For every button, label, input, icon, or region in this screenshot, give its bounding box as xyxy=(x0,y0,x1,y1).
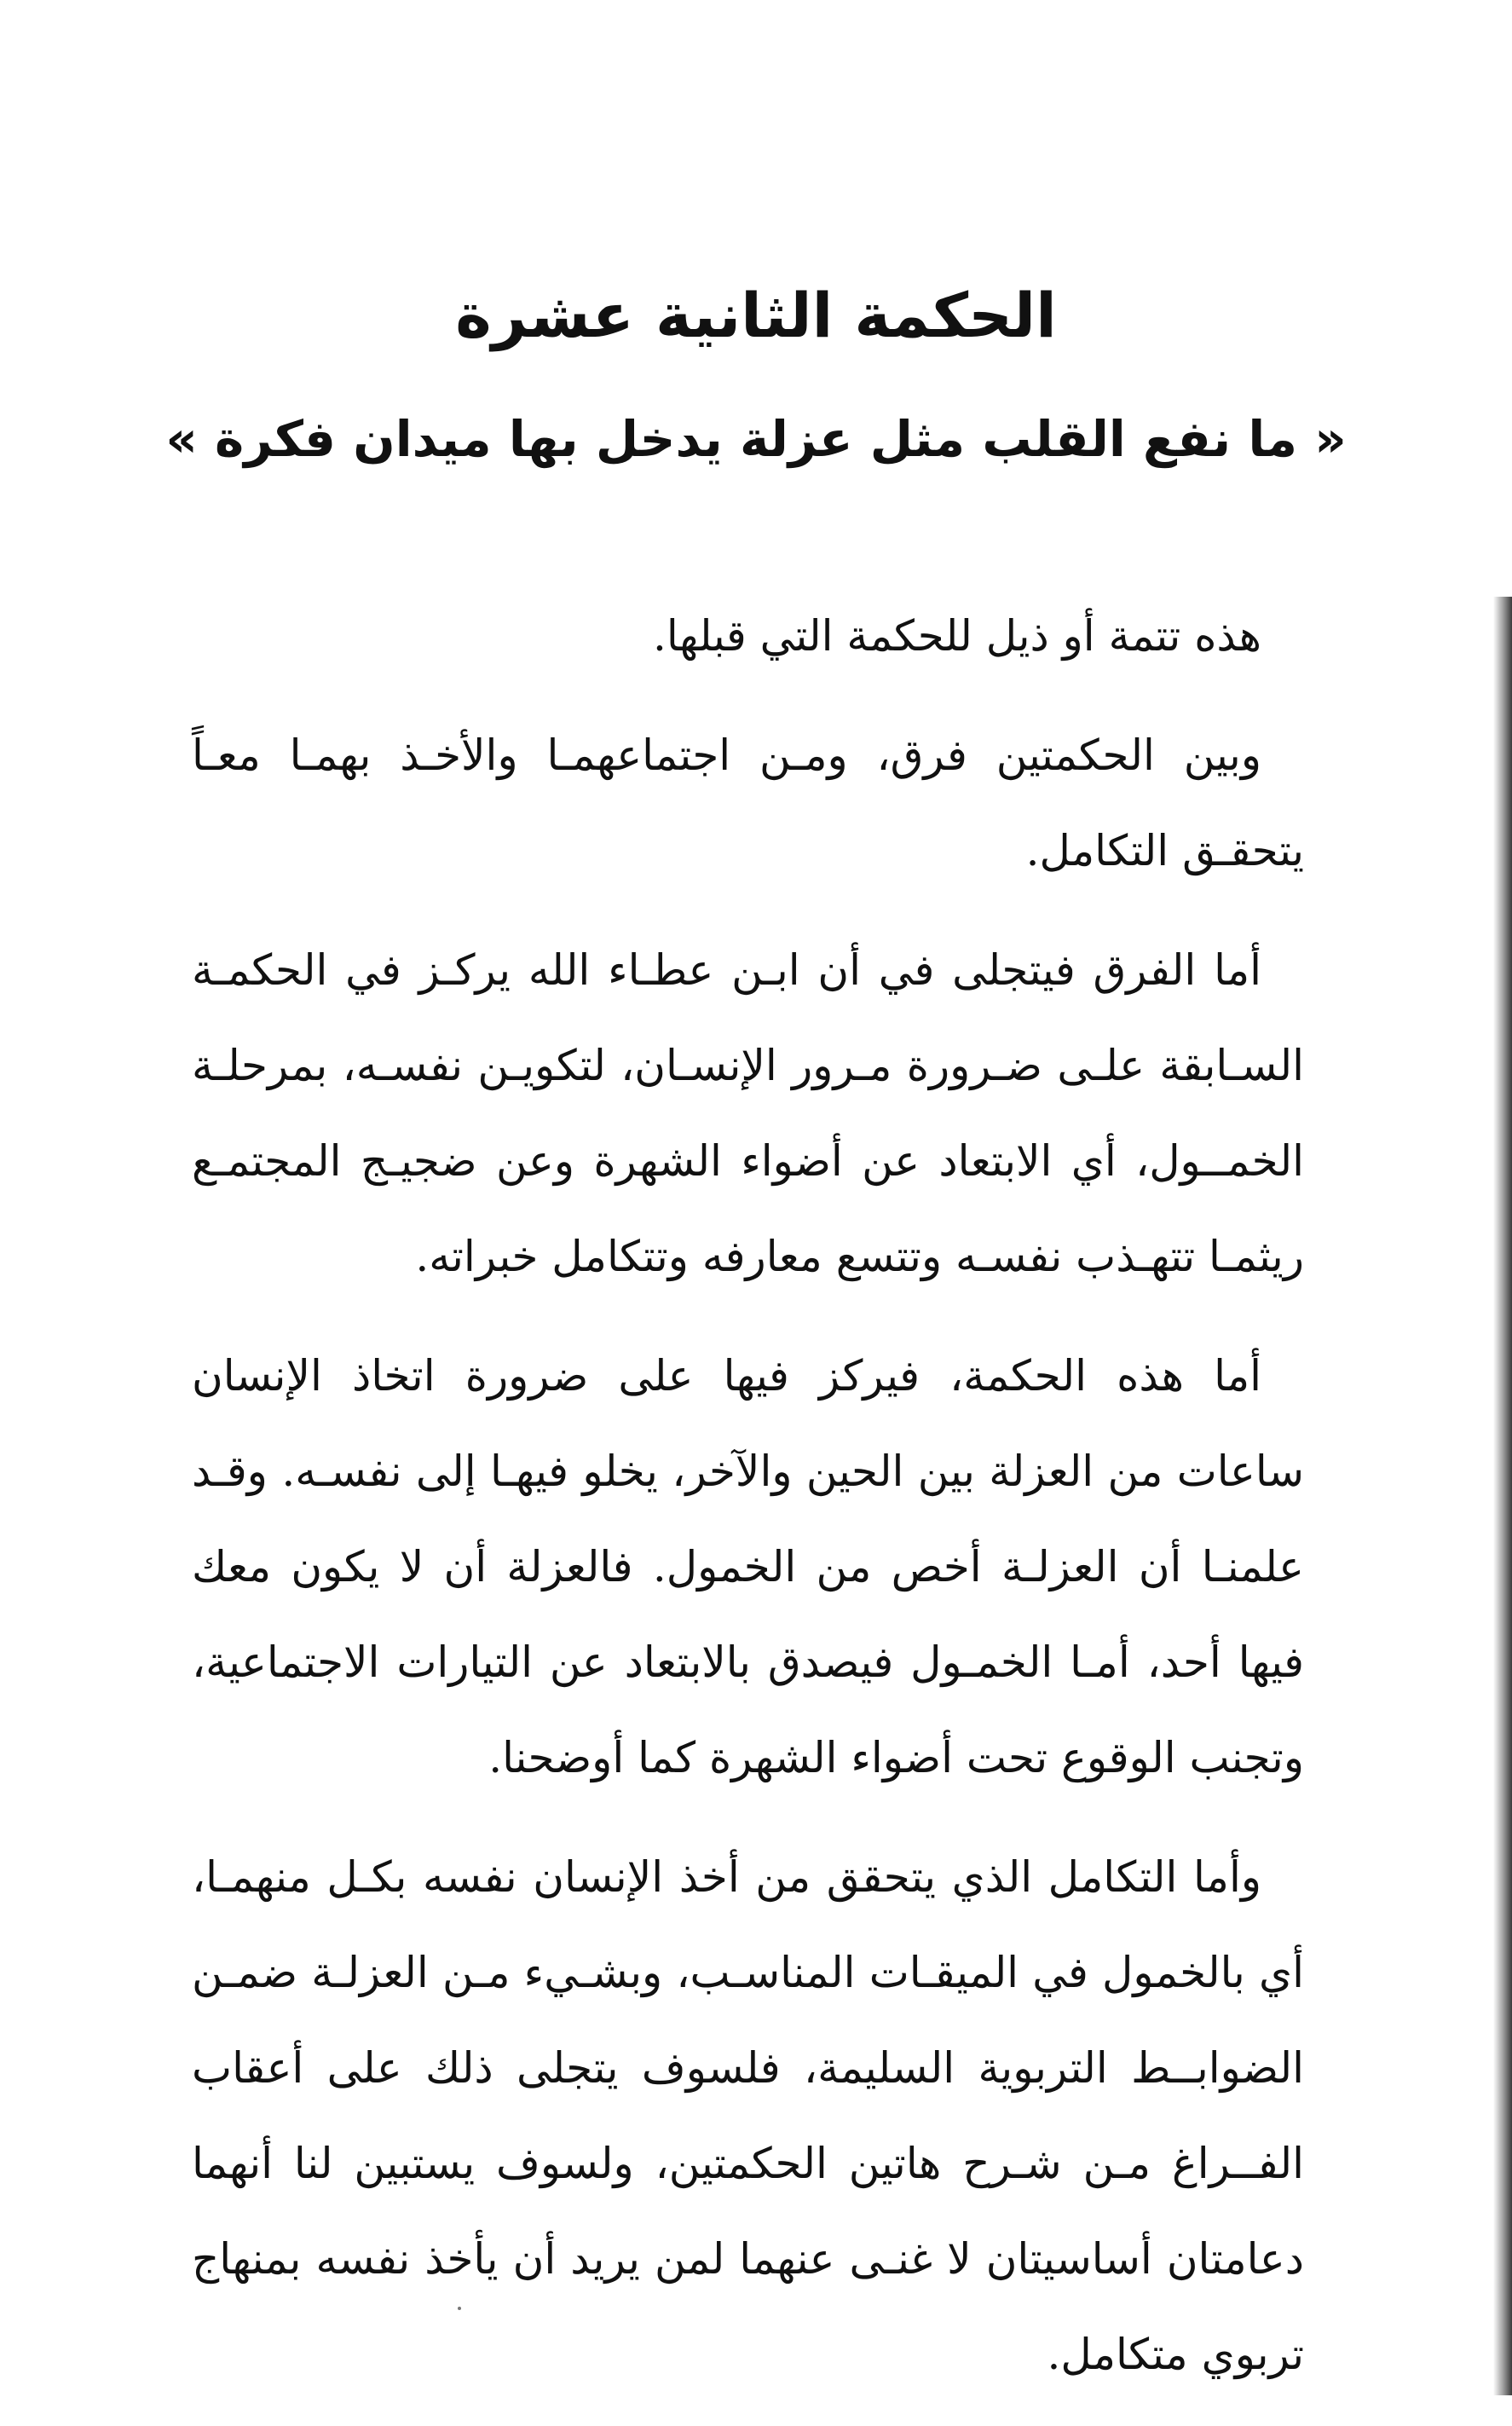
paragraph-1: هذه تتمة أو ذيل للحكمة التي قبلها. xyxy=(653,611,1261,661)
chapter-title: الحكمة الثانية عشرة xyxy=(455,280,1057,351)
chapter-quote: « ما نفع القلب مثل عزلة يدخل بها ميدان فكرة » xyxy=(165,410,1347,468)
paragraph-5: وأما التكامل الذي يتحقق من أخذ الإنسان نفسه بكـل منهمـا، أي بالخمول في الميقـات المناسـب، وبشـيء مـن العزلـة ضمـن الضوابــط التربوية السليمة، فلسوف يتجلى ذلك على أعقاب الفــراغ مـن شـرح هاتين الحكمتين، ولسوف يستبين لنا أنهما دعامتان أساسيتان لا غنـى عنهما لمن يريد أن يأخذ نفسه بمنهاج تربوي متكامل. xyxy=(192,1852,1304,2379)
paragraph-2: وبين الحكمتين فرق، ومـن اجتماعهمـا والأخـذ بهمـا معـاً يتحقـق التكامل. xyxy=(192,731,1304,875)
paragraph-3: أما الفرق فيتجلى في أن ابـن عطـاء الله يركـز في الحكمـة السـابقة علـى ضـرورة مـرور الإنسـان، لتكويـن نفسـه، بمرحلـة الخمــول، أي الابتعاد عن أضواء الشهرة وعن ضجيـج المجتمـع ريثمـا تتهـذب نفسـه وتتسع معارفه وتتكامل خبراته. xyxy=(192,945,1304,1281)
scan-speck xyxy=(458,2307,461,2310)
scan-edge-shadow xyxy=(1493,597,1512,2395)
paragraph-4: أما هذه الحكمة، فيركز فيها على ضرورة اتخاذ الإنسان ساعات من العزلة بين الحين والآخر، يخلو فيهـا إلى نفسـه. وقـد علمنـا أن العزلـة أخص من الخمول. فالعزلة أن لا يكون معك فيها أحد، أمـا الخمـول فيصدق بالابتعاد عن التيارات الاجتماعية، وتجنب الوقوع تحت أضواء الشهرة كما أوضحنا. xyxy=(192,1351,1304,1782)
body-text xyxy=(192,588,1304,2426)
